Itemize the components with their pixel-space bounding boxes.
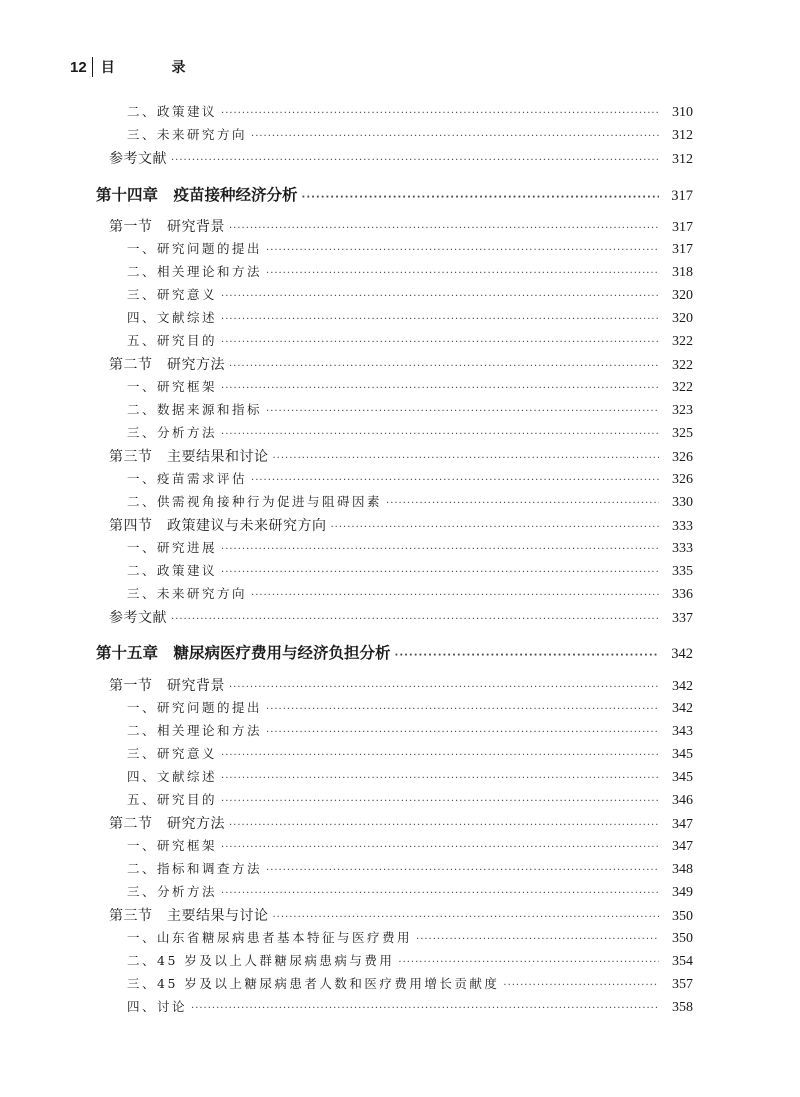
- toc-page-number: 322: [672, 334, 693, 349]
- toc-page-number: 333: [672, 541, 693, 556]
- dot-leader: [302, 186, 659, 204]
- toc-entry-title: 第一节 研究背景: [109, 678, 225, 694]
- page-title: 目 录: [100, 60, 212, 76]
- dot-leader: [221, 769, 659, 784]
- dot-leader: [386, 494, 659, 509]
- toc-entry: [127, 331, 693, 350]
- toc-entry: [127, 469, 693, 488]
- toc-entry-title: 二、供需视角接种行为促进与阻碍因素: [127, 494, 383, 509]
- dot-leader: [395, 644, 659, 662]
- dot-leader: [221, 792, 659, 807]
- toc-chapter: [96, 183, 693, 205]
- toc-entry-title: 三、未来研究方向: [127, 586, 248, 601]
- toc-page-number: 337: [672, 611, 693, 626]
- toc-entry-title: 四、讨论: [127, 999, 188, 1014]
- dot-leader: [251, 127, 659, 142]
- toc-section: [109, 607, 693, 627]
- toc-entry-title: 二、政策建议: [127, 563, 218, 578]
- dot-leader: [503, 976, 659, 991]
- toc-page-number: 342: [672, 701, 693, 716]
- toc-entry: [127, 377, 693, 396]
- toc-page-number: 348: [672, 862, 693, 877]
- toc-page-number: 312: [672, 128, 693, 143]
- toc-page-number: 349: [672, 885, 693, 900]
- toc-page-number: 335: [672, 564, 693, 579]
- toc-chapter: [96, 641, 693, 663]
- toc-page-number: 320: [672, 288, 693, 303]
- toc-entry: [127, 400, 693, 419]
- dot-leader: [221, 104, 659, 119]
- toc-entry-title: 二、45 岁及以上人群糖尿病患病与费用: [127, 953, 395, 968]
- toc-entry-title: 五、研究目的: [127, 333, 218, 348]
- toc-entry: [127, 997, 693, 1016]
- dot-leader: [191, 999, 659, 1014]
- toc-entry-title: 五、研究目的: [127, 792, 218, 807]
- page-number: 12: [70, 58, 87, 76]
- toc-entry: [127, 239, 693, 258]
- toc-page-number: 358: [672, 1000, 693, 1015]
- dot-leader: [221, 333, 659, 348]
- toc-entry-title: 四、文献综述: [127, 769, 218, 784]
- toc-entry: [127, 538, 693, 557]
- dot-leader: [229, 219, 659, 235]
- toc-section: [109, 216, 693, 236]
- dot-leader: [229, 357, 659, 373]
- toc-entry-title: 四、文献综述: [127, 310, 218, 325]
- toc-entry-title: 第十四章 疫苗接种经济分析: [96, 186, 298, 204]
- dot-leader: [398, 953, 659, 968]
- toc-entry-title: 二、数据来源和指标: [127, 402, 263, 417]
- dot-leader: [266, 723, 659, 738]
- toc-page-number: 345: [672, 747, 693, 762]
- dot-leader: [221, 540, 659, 555]
- toc-page-number: 326: [672, 450, 693, 465]
- dot-leader: [221, 746, 659, 761]
- toc-page-number: 325: [672, 426, 693, 441]
- toc-page-number: 357: [672, 977, 693, 992]
- toc-page-number: 333: [672, 519, 693, 534]
- toc-entry: [127, 744, 693, 763]
- dot-leader: [331, 518, 660, 534]
- toc-entry: [127, 308, 693, 327]
- toc-entry: [127, 721, 693, 740]
- toc-section: [109, 446, 693, 466]
- toc-page-number: 347: [672, 817, 693, 832]
- toc-entry-title: 三、45 岁及以上糖尿病患者人数和医疗费用增长贡献度: [127, 976, 500, 991]
- page-header: [70, 56, 212, 78]
- toc-page-number: 350: [672, 931, 693, 946]
- toc-page-number: 330: [672, 495, 693, 510]
- toc-entry: [127, 928, 693, 947]
- dot-leader: [229, 678, 659, 694]
- dot-leader: [251, 471, 659, 486]
- toc-entry-title: 参考文献: [109, 151, 167, 167]
- toc-entry-title: 二、相关理论和方法: [127, 264, 263, 279]
- toc-entry-title: 一、研究问题的提出: [127, 241, 263, 256]
- dot-leader: [266, 264, 659, 279]
- toc-page-number: 346: [672, 793, 693, 808]
- toc-entry: [127, 102, 693, 121]
- toc-entry-title: 三、未来研究方向: [127, 127, 248, 142]
- toc-entry-title: 一、研究框架: [127, 838, 218, 853]
- toc-page-number: 345: [672, 770, 693, 785]
- dot-leader: [251, 586, 659, 601]
- toc-entry-title: 第三节 主要结果和讨论: [109, 449, 269, 465]
- toc-entry-title: 三、分析方法: [127, 425, 218, 440]
- toc-entry-title: 一、山东省糖尿病患者基本特征与医疗费用: [127, 930, 413, 945]
- toc-page-number: 347: [672, 839, 693, 854]
- dot-leader: [221, 838, 659, 853]
- toc-page-number: 322: [672, 380, 693, 395]
- dot-leader: [266, 402, 659, 417]
- toc-page-number: 343: [672, 724, 693, 739]
- dot-leader: [221, 310, 659, 325]
- toc-section: [109, 515, 693, 535]
- toc-entry-title: 第二节 研究方法: [109, 357, 225, 373]
- toc-entry: [127, 951, 693, 970]
- toc-page-number: 350: [672, 909, 693, 924]
- dot-leader: [221, 884, 659, 899]
- toc-entry: [127, 790, 693, 809]
- toc-entry: [127, 882, 693, 901]
- dot-leader: [229, 816, 659, 832]
- toc-page-number: 322: [672, 358, 693, 373]
- toc-entry: [127, 561, 693, 580]
- toc-entry-title: 第三节 主要结果与讨论: [109, 908, 269, 924]
- toc-entry-title: 第四节 政策建议与未来研究方向: [109, 518, 327, 534]
- toc-entry-title: 二、相关理论和方法: [127, 723, 263, 738]
- toc-entry: [127, 492, 693, 511]
- toc-entry-title: 第二节 研究方法: [109, 816, 225, 832]
- dot-leader: [273, 908, 660, 924]
- header-divider: [92, 57, 93, 77]
- toc-entry-title: 三、研究意义: [127, 746, 218, 761]
- toc-entry-title: 三、研究意义: [127, 287, 218, 302]
- toc-entry-title: 一、疫苗需求评估: [127, 471, 248, 486]
- toc-page-number: 342: [671, 646, 693, 662]
- toc-entry-title: 参考文献: [109, 610, 167, 626]
- toc-page-number: 320: [672, 311, 693, 326]
- toc-entry-title: 第十五章 糖尿病医疗费用与经济负担分析: [96, 644, 391, 662]
- toc-page-number: 323: [672, 403, 693, 418]
- toc-entry: [127, 974, 693, 993]
- toc-entry-title: 第一节 研究背景: [109, 219, 225, 235]
- toc-section: [109, 813, 693, 833]
- toc-page-number: 326: [672, 472, 693, 487]
- dot-leader: [171, 151, 659, 167]
- dot-leader: [221, 563, 659, 578]
- toc-page-number: 317: [672, 242, 693, 257]
- toc-entry: [127, 698, 693, 717]
- toc-entry-title: 一、研究问题的提出: [127, 700, 263, 715]
- toc-page-number: 310: [672, 105, 693, 120]
- toc-entry: [127, 584, 693, 603]
- toc-entry-title: 一、研究进展: [127, 540, 218, 555]
- toc-section: [109, 148, 693, 168]
- dot-leader: [266, 241, 659, 256]
- dot-leader: [221, 425, 659, 440]
- toc-entry: [127, 125, 693, 144]
- toc-page-number: 317: [671, 188, 693, 204]
- toc-page-number: 318: [672, 265, 693, 280]
- toc-section: [109, 905, 693, 925]
- toc-entry: [127, 285, 693, 304]
- dot-leader: [273, 449, 660, 465]
- toc-entry: [127, 767, 693, 786]
- dot-leader: [266, 861, 659, 876]
- toc-page-number: 336: [672, 587, 693, 602]
- toc-entry: [127, 423, 693, 442]
- toc-section: [109, 675, 693, 695]
- dot-leader: [416, 930, 659, 945]
- toc-page-number: 317: [672, 220, 693, 235]
- toc-page-number: 312: [672, 152, 693, 167]
- toc-entry: [127, 859, 693, 878]
- dot-leader: [221, 287, 659, 302]
- toc-entry: [127, 262, 693, 281]
- dot-leader: [171, 610, 659, 626]
- toc-entry-title: 二、指标和调查方法: [127, 861, 263, 876]
- dot-leader: [266, 700, 659, 715]
- toc-entry: [127, 836, 693, 855]
- dot-leader: [221, 379, 659, 394]
- toc-page-number: 354: [672, 954, 693, 969]
- toc-section: [109, 354, 693, 374]
- toc-entry-title: 三、分析方法: [127, 884, 218, 899]
- toc-entry-title: 一、研究框架: [127, 379, 218, 394]
- toc-entry-title: 二、政策建议: [127, 104, 218, 119]
- toc-page-number: 342: [672, 679, 693, 694]
